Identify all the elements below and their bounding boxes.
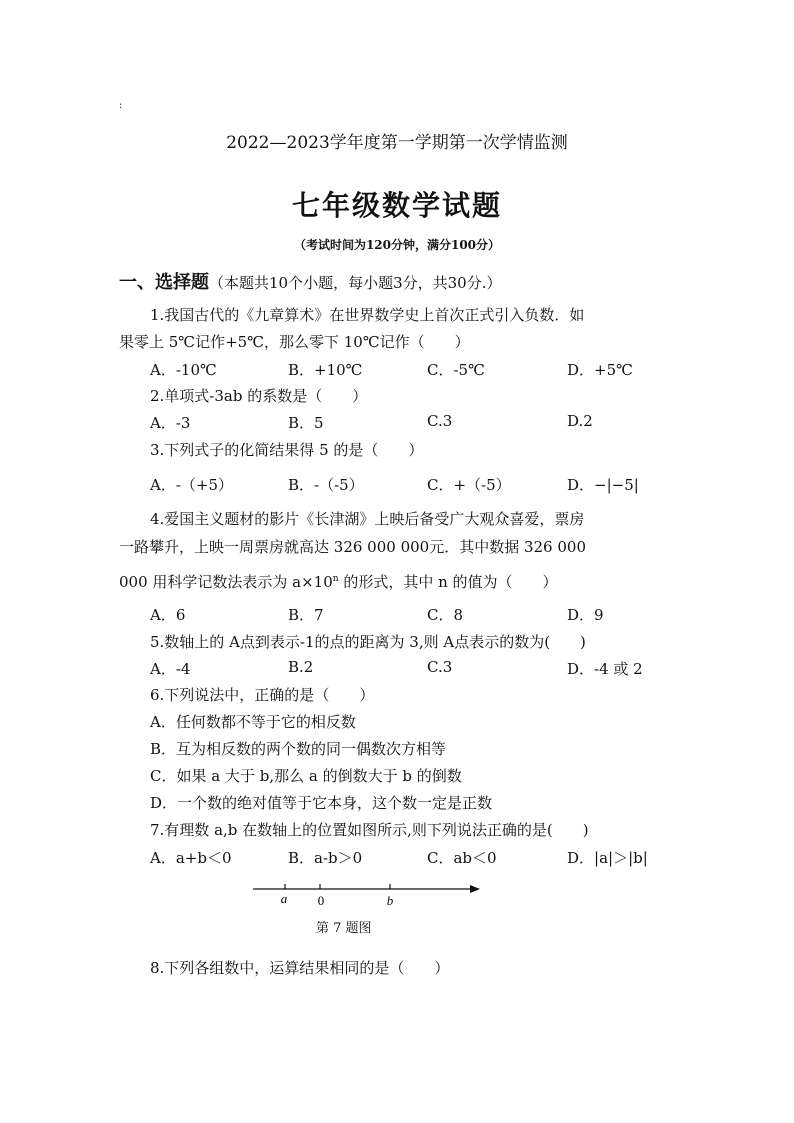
q5-option-a: A．-4: [150, 660, 191, 678]
label-b: b: [386, 893, 394, 908]
q4-line3-pre: 000 用科学记数法表示为 a×10: [119, 573, 333, 591]
q4-option-d: D．9: [567, 606, 604, 624]
number-line-figure: [248, 876, 488, 910]
q6-option-d: D．一个数的绝对值等于它本身，这个数一定是正数: [150, 794, 493, 812]
section-heading: [119, 268, 502, 294]
q3-option-c: C．+（-5）: [427, 476, 511, 494]
section-instructions: （本题共10个小题，每小题3分，共30分.）: [209, 274, 502, 292]
q4-option-a: A．6: [150, 606, 186, 624]
q4-option-c: C．8: [427, 606, 464, 624]
q6-option-b: B．互为相反数的两个数的同一偶数次方相等: [150, 740, 447, 758]
question-4-line-1: 4.爱国主义题材的影片《长津湖》上映后备受广大观众喜爱，票房: [150, 510, 585, 528]
q7-option-b: B．a-b＞0: [288, 849, 363, 867]
q6-option-c: C．如果 a 大于 b,那么 a 的倒数大于 b 的倒数: [150, 767, 462, 785]
question-3-line-1: 3.下列式子的化简结果得 5 的是（ ）: [150, 441, 424, 459]
question-4-line-3: [119, 571, 558, 592]
q3-option-b: B．-（-5）: [288, 476, 364, 494]
q2-option-b: B．5: [288, 414, 324, 432]
q7-option-d: D．|a|＞|b|: [567, 849, 648, 867]
q6-option-a: A．任何数都不等于它的相反数: [150, 713, 356, 731]
q3-option-d: D．−|−5|: [567, 476, 639, 494]
q7-option-a: A．a+b＜0: [150, 849, 232, 867]
question-8-line-1: 8.下列各组数中，运算结果相同的是（ ）: [150, 959, 450, 977]
stray-mark: :: [119, 100, 123, 111]
q4-line3-post: 的形式，其中 n 的值为（ ）: [338, 573, 558, 591]
question-1-line-1: 1.我国古代的《九章算术》在世界数学史上首次正式引入负数．如: [150, 306, 585, 324]
q7-option-c: C．ab＜0: [427, 849, 497, 867]
q5-option-b: B.2: [288, 658, 314, 676]
page-title: 七年级数学试题: [291, 189, 502, 222]
figure-caption: 第 7 题图: [316, 921, 372, 936]
q5-option-c: C.3: [427, 658, 453, 676]
question-5-line-1: 5.数轴上的 A点到表示-1的点的距离为 3,则 A点表示的数为( ): [150, 633, 586, 651]
q4-option-b: B．7: [288, 606, 324, 624]
label-zero: 0: [317, 893, 325, 908]
label-a: a: [280, 891, 288, 906]
question-2-line-1: 2.单项式-3ab 的系数是（ ）: [150, 387, 368, 405]
q1-option-b: B．+10℃: [288, 361, 363, 379]
q2-option-a: A．-3: [150, 414, 191, 432]
q1-option-a: A．-10℃: [150, 361, 217, 379]
exam-title: 2022—2023学年度第一学期第一次学情监测: [226, 133, 568, 153]
exam-note: （考试时间为120分钟，满分100分）: [293, 238, 501, 252]
q2-option-c: C.3: [427, 412, 453, 430]
q2-option-d: D.2: [567, 412, 593, 430]
q5-option-d: D．-4 或 2: [567, 660, 643, 678]
q4-exponent: n: [332, 574, 339, 584]
question-7-line-1: 7.有理数 a,b 在数轴上的位置如图所示,则下列说法正确的是( ): [150, 821, 589, 839]
q1-option-d: D．+5℃: [567, 361, 633, 379]
number-line-arrow: [470, 885, 480, 893]
question-1-line-2: 果零上 5℃记作+5℃，那么零下 10℃记作（ ）: [119, 333, 470, 351]
question-6-line-1: 6.下列说法中，正确的是（ ）: [150, 686, 375, 704]
q1-option-c: C．-5℃: [427, 361, 485, 379]
q3-option-a: A．-（+5）: [150, 476, 234, 494]
question-4-line-2: 一路攀升，上映一周票房就高达 326 000 000元．其中数据 326 000: [119, 538, 586, 556]
section-title: 一、选择题: [119, 272, 209, 293]
